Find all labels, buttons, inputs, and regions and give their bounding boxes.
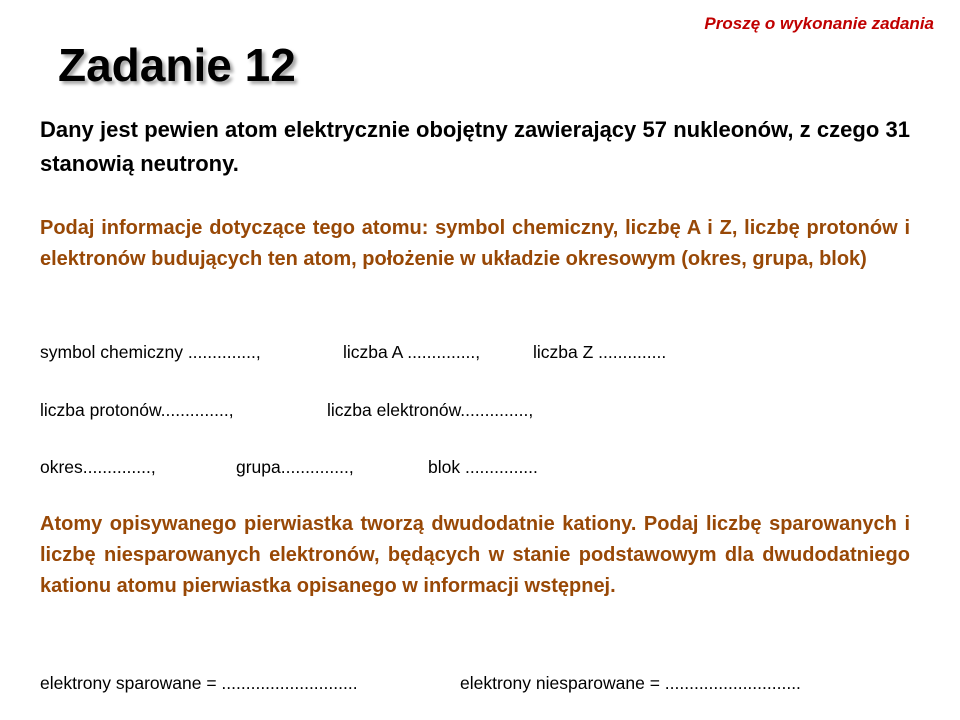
blok-field: blok ............... — [428, 457, 538, 477]
electrons-field: liczba elektronów.............., — [327, 400, 534, 420]
paired-electrons-field: elektrony sparowane = ............................ — [40, 673, 358, 693]
liczba-z-field: liczba Z .............. — [533, 342, 667, 362]
answer-line-electrons-pairing — [40, 672, 801, 694]
okres-field: okres.............., — [40, 457, 156, 477]
protons-field: liczba protonów.............., — [40, 400, 234, 420]
liczba-a-field: liczba A .............., — [343, 342, 481, 362]
page-title: Zadanie 12 — [58, 39, 296, 91]
grupa-field: grupa.............., — [236, 457, 354, 477]
answer-line-symbol-a-z — [40, 341, 666, 363]
unpaired-electrons-field: elektrony niesparowane = ............................ — [460, 673, 801, 693]
symbol-field: symbol chemiczny .............., — [40, 342, 261, 362]
answer-line-position — [40, 456, 538, 478]
answer-line-protons-electrons — [40, 399, 533, 421]
intro-paragraph: Dany jest pewien atom elektrycznie obojętny zawierający 57 nukleonów, z czego 31 stanowią neutrony. — [40, 117, 910, 176]
task-instruction-1: Podaj informacje dotyczące tego atomu: symbol chemiczny, liczbę A i Z, liczbę protonów i elektronów budujących ten atom, położenie w układzie okresowym (okres, grupa, blok) — [40, 217, 910, 270]
task-instruction-2: Atomy opisywanego pierwiastka tworzą dwudodatnie kationy. Podaj liczbę sparowanych i liczbę niesparowanych elektronów, będących w stanie podstawowym dla dwudodatniego kationu atomu pierwiastka opisanego w informacji wstępnej. — [40, 513, 910, 597]
request-note: Proszę o wykonanie zadania — [704, 14, 934, 33]
